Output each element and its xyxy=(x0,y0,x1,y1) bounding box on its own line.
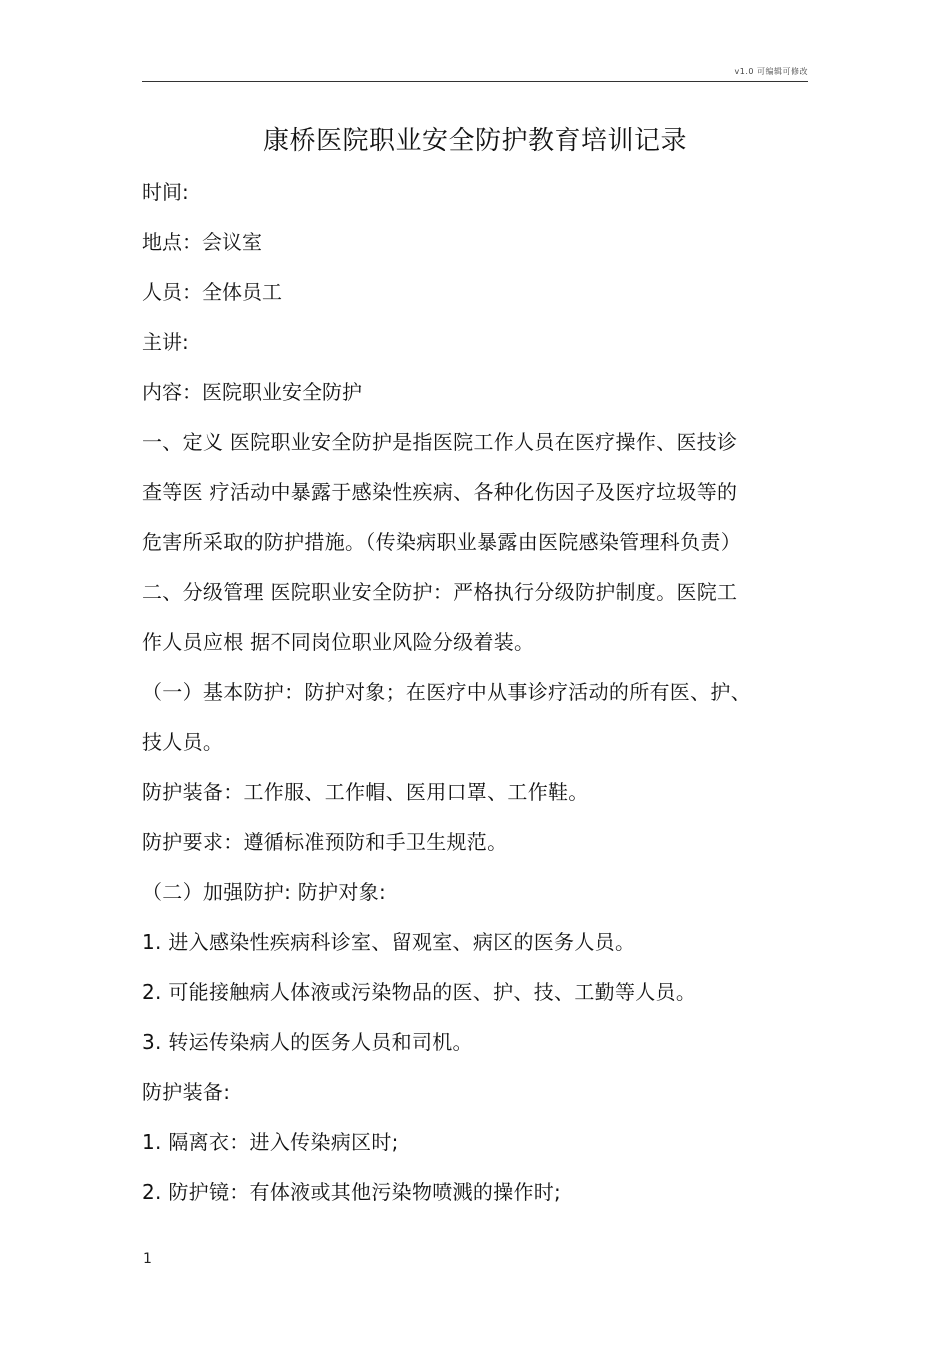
text-line: 查等医 疗活动中暴露于感染性疾病、各种化伤因子及医疗垃圾等的 xyxy=(142,480,738,504)
text-line: 防护装备: xyxy=(142,1080,231,1104)
text-line: 防护装备：工作服、工作帽、医用口罩、工作鞋。 xyxy=(142,780,589,804)
text-line: 作人员应根 据不同岗位职业风险分级着装。 xyxy=(142,630,535,654)
field-content: 内容：医院职业安全防护 xyxy=(142,380,362,404)
text-line: （一）基本防护：防护对象；在医疗中从事诊疗活动的所有医、护、 xyxy=(142,680,751,704)
list-item: 1. 进入感染性疾病科诊室、留观室、病区的医务人员。 xyxy=(142,930,636,954)
field-location: 地点：会议室 xyxy=(142,230,262,254)
list-item: 3. 转运传染病人的医务人员和司机。 xyxy=(142,1030,473,1054)
text-line: 防护要求：遵循标准预防和手卫生规范。 xyxy=(142,830,508,854)
document-body xyxy=(142,176,822,1226)
field-time: 时间: xyxy=(142,180,189,204)
page-number: 1 xyxy=(143,1251,152,1267)
field-speaker: 主讲: xyxy=(142,330,189,354)
header-divider xyxy=(142,81,808,82)
text-line: 技人员。 xyxy=(142,730,224,754)
text-line: （二）加强防护: 防护对象: xyxy=(142,880,387,904)
text-line: 二、分级管理 医院职业安全防护：严格执行分级防护制度。医院工 xyxy=(142,580,738,604)
text-line: 危害所采取的防护措施。（传染病职业暴露由医院感染管理科负责） xyxy=(142,530,741,554)
text-line: 一、定义 医院职业安全防护是指医院工作人员在医疗操作、医技诊 xyxy=(142,430,738,454)
list-item: 2. 防护镜：有体液或其他污染物喷溅的操作时; xyxy=(142,1180,562,1204)
field-attendees: 人员：全体员工 xyxy=(142,280,282,304)
list-item: 1. 隔离衣：进入传染病区时; xyxy=(142,1130,399,1154)
document-title: 康桥医院职业安全防护教育培训记录 xyxy=(262,126,687,156)
header-version-note: v1.0 可编辑可修改 xyxy=(734,67,808,76)
list-item: 2. 可能接触病人体液或污染物品的医、护、技、工勤等人员。 xyxy=(142,980,697,1004)
